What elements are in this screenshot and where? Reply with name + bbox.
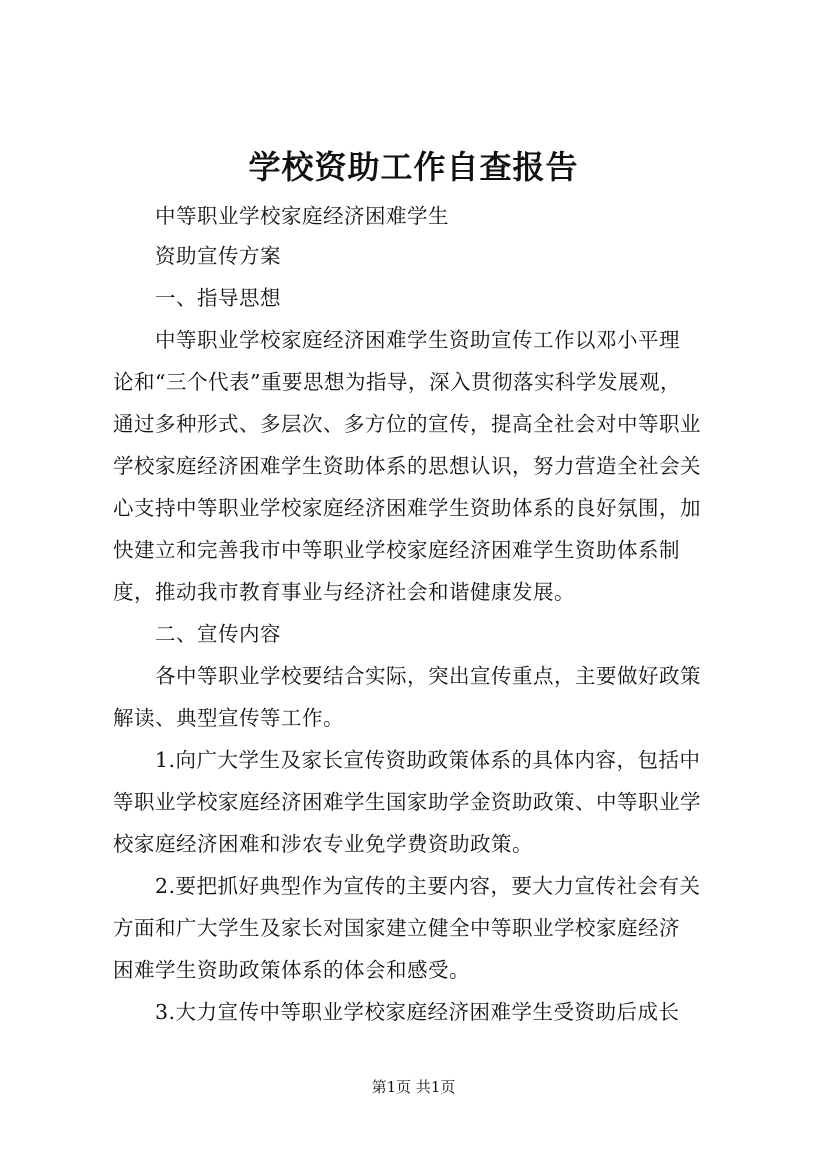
subtitle-line-1: 中等职业学校家庭经济困难学生 <box>155 204 449 228</box>
list-item-line: 1.向广大学生及家长宣传资助政策体系的具体内容，包括中 <box>155 748 701 772</box>
list-item-line: 2.要把抓好典型作为宣传的主要内容，要大力宣传社会有关 <box>155 874 701 898</box>
list-item-line: 校家庭经济困难和涉农专业免学费资助政策。 <box>113 832 533 856</box>
paragraph-line: 论和“三个代表”重要思想为指导，深入贯彻落实科学发展观， <box>113 370 681 394</box>
paragraph-line: 中等职业学校家庭经济困难学生资助宣传工作以邓小平理 <box>155 328 680 352</box>
list-item-line: 等职业学校家庭经济困难学生国家助学金资助政策、中等职业学 <box>113 790 701 814</box>
paragraph-line: 各中等职业学校要结合实际，突出宣传重点，主要做好政策 <box>155 664 701 688</box>
paragraph-line: 快建立和完善我市中等职业学校家庭经济困难学生资助体系制 <box>113 538 680 562</box>
paragraph-line: 解读、典型宣传等工作。 <box>113 706 344 730</box>
list-item-line: 3.大力宣传中等职业学校家庭经济困难学生受资助后成长 <box>155 1000 680 1024</box>
section-heading-2: 二、宣传内容 <box>155 622 281 646</box>
list-item-line: 困难学生资助政策体系的体会和感受。 <box>113 958 470 982</box>
subtitle-line-2: 资助宣传方案 <box>155 244 281 268</box>
paragraph-line: 学校家庭经济困难学生资助体系的思想认识，努力营造全社会关 <box>113 454 701 478</box>
list-item-line: 方面和广大学生及家长对国家建立健全中等职业学校家庭经济 <box>113 916 680 940</box>
paragraph-line: 度，推动我市教育事业与经济社会和谐健康发展。 <box>113 580 575 604</box>
section-heading-1: 一、指导思想 <box>155 286 281 310</box>
page-footer: 第1页 共1页 <box>371 1078 456 1096</box>
paragraph-line: 通过多种形式、多层次、多方位的宣传，提高全社会对中等职业 <box>113 412 701 436</box>
document-title: 学校资助工作自查报告 <box>248 148 579 186</box>
paragraph-line: 心支持中等职业学校家庭经济困难学生资助体系的良好氛围，加 <box>113 496 701 520</box>
